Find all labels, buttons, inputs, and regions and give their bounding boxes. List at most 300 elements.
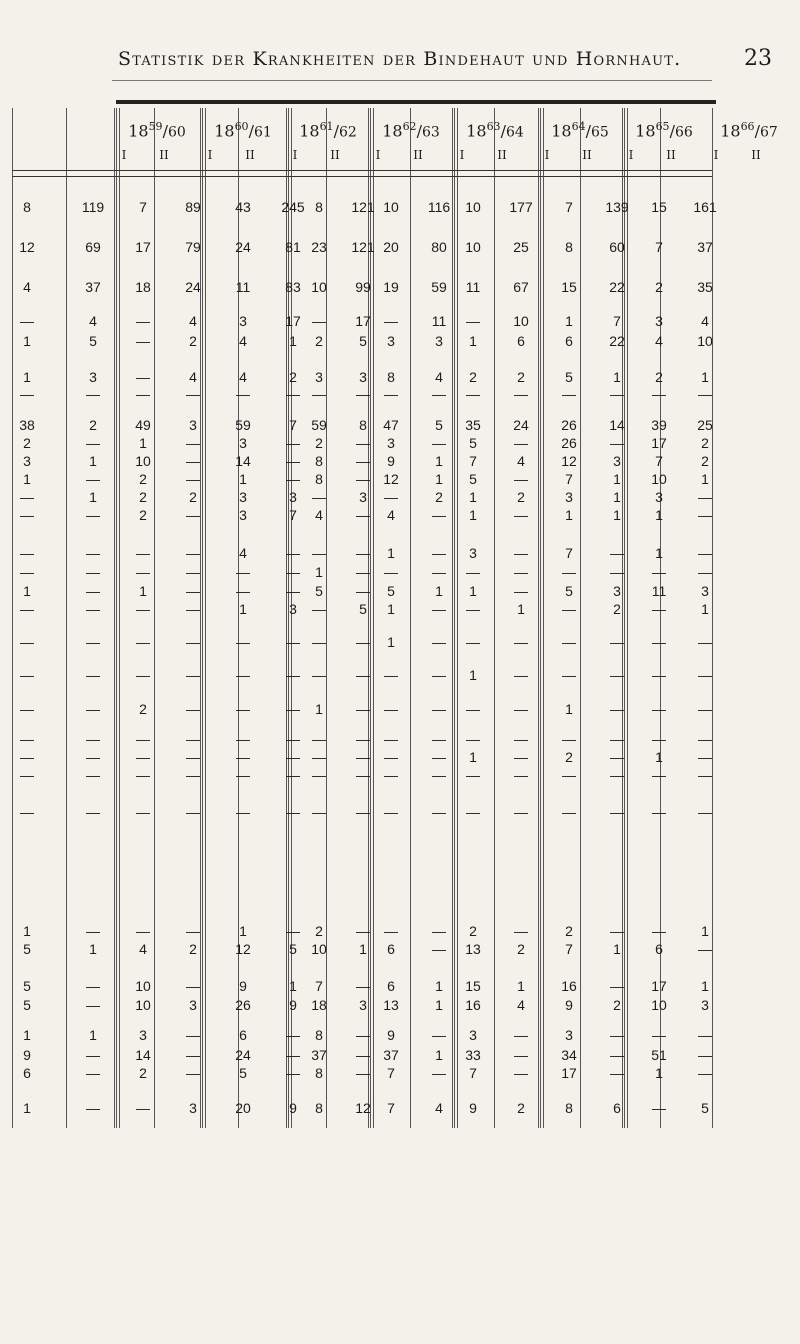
table-cell: 1 bbox=[239, 923, 247, 939]
table-cell: 2 bbox=[613, 997, 621, 1013]
table-cell: 3 bbox=[189, 997, 197, 1013]
page-number: 23 bbox=[744, 46, 772, 71]
table-row bbox=[0, 488, 800, 506]
table-cell: 80 bbox=[431, 239, 447, 255]
table-cell: 9 bbox=[387, 453, 395, 469]
table-cell: 7 bbox=[565, 941, 573, 957]
table-cell: — bbox=[384, 923, 398, 939]
table-cell: 26 bbox=[235, 997, 251, 1013]
table-cell: — bbox=[286, 667, 300, 683]
sub-header: I bbox=[121, 148, 127, 162]
table-cell: 3 bbox=[565, 1027, 573, 1043]
table-cell: — bbox=[432, 545, 446, 561]
table-cell: 5 bbox=[23, 941, 31, 957]
table-cell: 3 bbox=[89, 369, 97, 385]
group-rule bbox=[368, 108, 374, 1128]
table-cell: 1 bbox=[289, 333, 297, 349]
table-cell: — bbox=[698, 564, 712, 580]
table-cell: 8 bbox=[315, 471, 323, 487]
table-cell: 10 bbox=[465, 239, 481, 255]
table-cell: — bbox=[136, 804, 150, 820]
table-cell: 11 bbox=[431, 313, 447, 329]
table-cell: — bbox=[86, 804, 100, 820]
table-cell: — bbox=[136, 634, 150, 650]
table-cell: — bbox=[432, 601, 446, 617]
table-cell: — bbox=[86, 701, 100, 717]
sub-header: I bbox=[292, 148, 298, 162]
table-cell: — bbox=[286, 471, 300, 487]
table-cell: 3 bbox=[387, 435, 395, 451]
table-cell: 3 bbox=[315, 369, 323, 385]
year-header: $18^{66}/67$ bbox=[720, 120, 778, 141]
table-cell: 23 bbox=[311, 239, 327, 255]
table-cell: 60 bbox=[609, 239, 625, 255]
table-cell: 8 bbox=[565, 239, 573, 255]
table-cell: 1 bbox=[23, 1100, 31, 1116]
table-cell: 1 bbox=[239, 471, 247, 487]
table-cell: — bbox=[312, 601, 326, 617]
table-cell: — bbox=[384, 701, 398, 717]
table-cell: — bbox=[236, 701, 250, 717]
table-cell: — bbox=[20, 564, 34, 580]
table-cell: — bbox=[514, 435, 528, 451]
table-cell: — bbox=[432, 731, 446, 747]
table-cell: — bbox=[514, 386, 528, 402]
table-cell: 14 bbox=[135, 1047, 151, 1063]
table-cell: — bbox=[562, 601, 576, 617]
table-row bbox=[0, 1064, 800, 1082]
year-header: $18^{63}/64$ bbox=[466, 120, 524, 141]
table-cell: 35 bbox=[697, 279, 713, 295]
table-cell: 3 bbox=[701, 583, 709, 599]
table-cell: — bbox=[698, 767, 712, 783]
table-cell: 1 bbox=[23, 471, 31, 487]
table-cell: 1 bbox=[613, 941, 621, 957]
table-cell: — bbox=[610, 1047, 624, 1063]
table-cell: 8 bbox=[315, 1027, 323, 1043]
table-cell: — bbox=[20, 767, 34, 783]
table-cell: 2 bbox=[23, 435, 31, 451]
table-cell: 1 bbox=[359, 941, 367, 957]
table-cell: 4 bbox=[517, 997, 525, 1013]
table-row bbox=[0, 238, 800, 256]
table-cell: 1 bbox=[613, 507, 621, 523]
table-cell: 2 bbox=[315, 923, 323, 939]
table-cell: — bbox=[432, 923, 446, 939]
table-cell: 7 bbox=[469, 1065, 477, 1081]
table-cell: 177 bbox=[509, 199, 533, 215]
table-cell: — bbox=[384, 489, 398, 505]
table-cell: 4 bbox=[435, 1100, 443, 1116]
table-cell: 4 bbox=[239, 369, 247, 385]
table-cell: — bbox=[610, 1027, 624, 1043]
table-cell: 1 bbox=[23, 583, 31, 599]
column-rule bbox=[494, 108, 495, 1128]
table-cell: — bbox=[562, 564, 576, 580]
table-cell: 7 bbox=[565, 471, 573, 487]
table-cell: 1 bbox=[655, 545, 663, 561]
table-cell: 10 bbox=[651, 997, 667, 1013]
table-cell: — bbox=[384, 767, 398, 783]
table-cell: 3 bbox=[189, 1100, 197, 1116]
table-cell: 7 bbox=[655, 239, 663, 255]
table-cell: 3 bbox=[289, 489, 297, 505]
table-cell: 3 bbox=[23, 453, 31, 469]
table-cell: 5 bbox=[387, 583, 395, 599]
table-cell: 9 bbox=[239, 978, 247, 994]
table-cell: — bbox=[432, 941, 446, 957]
table-row bbox=[0, 416, 800, 434]
table-cell: — bbox=[20, 313, 34, 329]
table-cell: 1 bbox=[565, 701, 573, 717]
table-cell: 1 bbox=[387, 601, 395, 617]
table-cell: — bbox=[20, 507, 34, 523]
table-cell: 1 bbox=[701, 923, 709, 939]
table-cell: — bbox=[136, 369, 150, 385]
group-rule bbox=[622, 108, 628, 1128]
table-cell: 1 bbox=[89, 489, 97, 505]
table-cell: 12 bbox=[383, 471, 399, 487]
table-cell: 2 bbox=[613, 601, 621, 617]
table-cell: 1 bbox=[89, 453, 97, 469]
table-cell: — bbox=[356, 767, 370, 783]
table-cell: 22 bbox=[609, 333, 625, 349]
table-cell: — bbox=[356, 545, 370, 561]
table-cell: 9 bbox=[565, 997, 573, 1013]
table-cell: — bbox=[562, 386, 576, 402]
table-cell: 26 bbox=[561, 417, 577, 433]
sub-header: II bbox=[159, 148, 169, 162]
table-cell: 5 bbox=[359, 601, 367, 617]
table-cell: 1 bbox=[315, 701, 323, 717]
sub-header: I bbox=[713, 148, 719, 162]
table-cell: 2 bbox=[315, 333, 323, 349]
table-cell: 2 bbox=[517, 489, 525, 505]
table-cell: 15 bbox=[561, 279, 577, 295]
table-cell: — bbox=[466, 564, 480, 580]
table-cell: — bbox=[356, 667, 370, 683]
table-cell: 18 bbox=[135, 279, 151, 295]
column-rule bbox=[238, 108, 239, 1128]
table-cell: 3 bbox=[239, 313, 247, 329]
table-cell: — bbox=[652, 1100, 666, 1116]
table-cell: 2 bbox=[139, 471, 147, 487]
table-cell: — bbox=[86, 583, 100, 599]
table-cell: — bbox=[186, 471, 200, 487]
table-cell: 1 bbox=[89, 1027, 97, 1043]
column-rule bbox=[410, 108, 411, 1128]
table-cell: — bbox=[698, 731, 712, 747]
sub-header: I bbox=[628, 148, 634, 162]
table-cell: 99 bbox=[355, 279, 371, 295]
table-cell: — bbox=[514, 767, 528, 783]
table-cell: 81 bbox=[285, 239, 301, 255]
table-cell: 1 bbox=[435, 1047, 443, 1063]
table-cell: — bbox=[186, 386, 200, 402]
table-cell: 11 bbox=[465, 279, 481, 295]
table-cell: — bbox=[514, 1027, 528, 1043]
table-cell: 1 bbox=[469, 333, 477, 349]
table-row bbox=[0, 278, 800, 296]
column-rule bbox=[660, 108, 661, 1128]
table-cell: 4 bbox=[387, 507, 395, 523]
table-cell: — bbox=[136, 545, 150, 561]
table-cell: — bbox=[514, 749, 528, 765]
table-cell: — bbox=[286, 804, 300, 820]
table-cell: 3 bbox=[139, 1027, 147, 1043]
table-cell: — bbox=[136, 1100, 150, 1116]
table-cell: — bbox=[610, 749, 624, 765]
table-cell: — bbox=[384, 564, 398, 580]
table-cell: 10 bbox=[513, 313, 529, 329]
table-cell: — bbox=[286, 1065, 300, 1081]
table-cell: — bbox=[356, 386, 370, 402]
table-cell: 1 bbox=[315, 564, 323, 580]
table-cell: 7 bbox=[565, 545, 573, 561]
table-row bbox=[0, 1046, 800, 1064]
year-header: $18^{61}/62$ bbox=[299, 120, 357, 141]
table-cell: — bbox=[20, 634, 34, 650]
table-cell: 2 bbox=[565, 749, 573, 765]
group-rule bbox=[286, 108, 292, 1128]
table-row bbox=[0, 977, 800, 995]
table-cell: 20 bbox=[235, 1100, 251, 1116]
sub-header: I bbox=[459, 148, 465, 162]
table-cell: 1 bbox=[565, 313, 573, 329]
table-cell: — bbox=[356, 583, 370, 599]
group-rule bbox=[200, 108, 206, 1128]
table-cell: — bbox=[186, 435, 200, 451]
table-cell: — bbox=[86, 507, 100, 523]
table-cell: — bbox=[236, 731, 250, 747]
table-cell: 1 bbox=[469, 583, 477, 599]
table-cell: 1 bbox=[435, 978, 443, 994]
table-cell: 3 bbox=[359, 997, 367, 1013]
table-cell: 1 bbox=[469, 507, 477, 523]
table-cell: — bbox=[20, 386, 34, 402]
table-cell: — bbox=[356, 507, 370, 523]
table-cell: — bbox=[610, 634, 624, 650]
table-cell: — bbox=[186, 1047, 200, 1063]
table-cell: — bbox=[86, 471, 100, 487]
table-cell: 25 bbox=[513, 239, 529, 255]
sub-header: II bbox=[413, 148, 423, 162]
table-cell: — bbox=[610, 701, 624, 717]
table-cell: 1 bbox=[139, 583, 147, 599]
table-cell: — bbox=[698, 701, 712, 717]
table-cell: 10 bbox=[311, 279, 327, 295]
table-cell: 12 bbox=[561, 453, 577, 469]
table-cell: 16 bbox=[465, 997, 481, 1013]
table-cell: — bbox=[86, 749, 100, 765]
table-cell: — bbox=[20, 701, 34, 717]
table-cell: 1 bbox=[435, 583, 443, 599]
table-cell: 121 bbox=[351, 239, 375, 255]
table-cell: 4 bbox=[23, 279, 31, 295]
table-cell: 6 bbox=[517, 333, 525, 349]
table-cell: 245 bbox=[281, 199, 305, 215]
table-cell: 5 bbox=[701, 1100, 709, 1116]
column-rule bbox=[326, 108, 327, 1128]
table-cell: — bbox=[514, 545, 528, 561]
table-cell: — bbox=[186, 978, 200, 994]
table-cell: — bbox=[312, 545, 326, 561]
table-cell: 83 bbox=[285, 279, 301, 295]
table-cell: 39 bbox=[651, 417, 667, 433]
table-cell: 14 bbox=[235, 453, 251, 469]
table-cell: — bbox=[432, 1065, 446, 1081]
table-cell: — bbox=[136, 564, 150, 580]
table-cell: 5 bbox=[435, 417, 443, 433]
table-cell: 2 bbox=[189, 941, 197, 957]
table-cell: 1 bbox=[469, 489, 477, 505]
table-cell: 1 bbox=[89, 941, 97, 957]
table-cell: — bbox=[286, 435, 300, 451]
table-cell: 47 bbox=[383, 417, 399, 433]
table-cell: — bbox=[312, 749, 326, 765]
table-cell: 3 bbox=[469, 1027, 477, 1043]
table-cell: — bbox=[356, 731, 370, 747]
table-cell: — bbox=[652, 634, 666, 650]
table-cell: 119 bbox=[81, 199, 105, 215]
table-cell: 2 bbox=[289, 369, 297, 385]
table-cell: — bbox=[562, 804, 576, 820]
table-cell: 2 bbox=[315, 435, 323, 451]
table-cell: — bbox=[86, 634, 100, 650]
year-header: $18^{60}/61$ bbox=[214, 120, 272, 141]
table-cell: 1 bbox=[613, 471, 621, 487]
table-cell: — bbox=[610, 545, 624, 561]
table-cell: 2 bbox=[435, 489, 443, 505]
table-cell: — bbox=[312, 489, 326, 505]
table-cell: 3 bbox=[239, 507, 247, 523]
table-row bbox=[0, 385, 800, 403]
table-cell: 1 bbox=[517, 978, 525, 994]
table-row bbox=[0, 730, 800, 748]
table-cell: — bbox=[86, 435, 100, 451]
table-cell: 3 bbox=[613, 583, 621, 599]
table-cell: 10 bbox=[651, 471, 667, 487]
table-cell: — bbox=[286, 564, 300, 580]
table-cell: 10 bbox=[135, 997, 151, 1013]
sub-header: II bbox=[666, 148, 676, 162]
table-cell: — bbox=[286, 386, 300, 402]
table-cell: 9 bbox=[469, 1100, 477, 1116]
table-cell: 1 bbox=[655, 749, 663, 765]
column-rule bbox=[66, 108, 67, 1128]
table-cell: — bbox=[514, 564, 528, 580]
table-cell: — bbox=[86, 601, 100, 617]
table-cell: — bbox=[432, 804, 446, 820]
table-cell: 2 bbox=[139, 489, 147, 505]
table-cell: — bbox=[652, 601, 666, 617]
table-cell: — bbox=[236, 386, 250, 402]
table-cell: 67 bbox=[513, 279, 529, 295]
table-cell: — bbox=[384, 313, 398, 329]
table-cell: — bbox=[432, 564, 446, 580]
table-cell: — bbox=[466, 313, 480, 329]
table-cell: — bbox=[698, 1065, 712, 1081]
table-cell: — bbox=[186, 804, 200, 820]
table-cell: — bbox=[236, 564, 250, 580]
table-cell: 6 bbox=[387, 941, 395, 957]
table-cell: — bbox=[236, 634, 250, 650]
table-cell: — bbox=[432, 507, 446, 523]
table-cell: 49 bbox=[135, 417, 151, 433]
table-cell: — bbox=[20, 749, 34, 765]
table-cell: — bbox=[466, 804, 480, 820]
table-cell: — bbox=[652, 923, 666, 939]
table-row bbox=[0, 452, 800, 470]
table-cell: 2 bbox=[469, 369, 477, 385]
table-cell: — bbox=[356, 435, 370, 451]
table-cell: — bbox=[286, 583, 300, 599]
table-cell: — bbox=[698, 804, 712, 820]
table-cell: 4 bbox=[239, 545, 247, 561]
table-cell: 1 bbox=[701, 601, 709, 617]
table-cell: 38 bbox=[19, 417, 35, 433]
sub-header: II bbox=[582, 148, 592, 162]
table-cell: — bbox=[136, 731, 150, 747]
table-cell: — bbox=[562, 731, 576, 747]
table-row bbox=[0, 633, 800, 651]
table-cell: — bbox=[610, 667, 624, 683]
table-cell: 10 bbox=[383, 199, 399, 215]
table-cell: — bbox=[86, 731, 100, 747]
table-cell: 1 bbox=[469, 667, 477, 683]
table-cell: — bbox=[356, 453, 370, 469]
year-header: $18^{62}/63$ bbox=[382, 120, 440, 141]
table-cell: — bbox=[698, 749, 712, 765]
table-cell: 15 bbox=[465, 978, 481, 994]
table-cell: — bbox=[698, 667, 712, 683]
table-cell: 10 bbox=[311, 941, 327, 957]
table-cell: — bbox=[20, 489, 34, 505]
table-cell: 8 bbox=[315, 1100, 323, 1116]
table-cell: — bbox=[514, 471, 528, 487]
table-cell: — bbox=[432, 749, 446, 765]
table-cell: — bbox=[562, 667, 576, 683]
table-cell: 1 bbox=[701, 471, 709, 487]
table-cell: — bbox=[466, 601, 480, 617]
sub-header: I bbox=[375, 148, 381, 162]
table-cell: 2 bbox=[139, 1065, 147, 1081]
table-cell: — bbox=[236, 667, 250, 683]
table-cell: 161 bbox=[693, 199, 717, 215]
table-cell: — bbox=[86, 997, 100, 1013]
table-cell: 3 bbox=[565, 489, 573, 505]
table-cell: 1 bbox=[435, 453, 443, 469]
table-cell: 3 bbox=[701, 997, 709, 1013]
table-cell: — bbox=[86, 564, 100, 580]
table-cell: 1 bbox=[613, 369, 621, 385]
table-cell: 1 bbox=[565, 507, 573, 523]
table-cell: — bbox=[286, 701, 300, 717]
table-cell: — bbox=[514, 923, 528, 939]
table-cell: 6 bbox=[239, 1027, 247, 1043]
table-cell: — bbox=[356, 471, 370, 487]
table-cell: 3 bbox=[359, 489, 367, 505]
table-cell: 1 bbox=[139, 435, 147, 451]
table-cell: 1 bbox=[387, 634, 395, 650]
group-rule bbox=[538, 108, 544, 1128]
table-cell: — bbox=[136, 923, 150, 939]
table-row bbox=[0, 1026, 800, 1044]
table-cell: 8 bbox=[315, 453, 323, 469]
table-cell: 3 bbox=[239, 435, 247, 451]
table-cell: — bbox=[86, 545, 100, 561]
table-cell: 7 bbox=[289, 417, 297, 433]
